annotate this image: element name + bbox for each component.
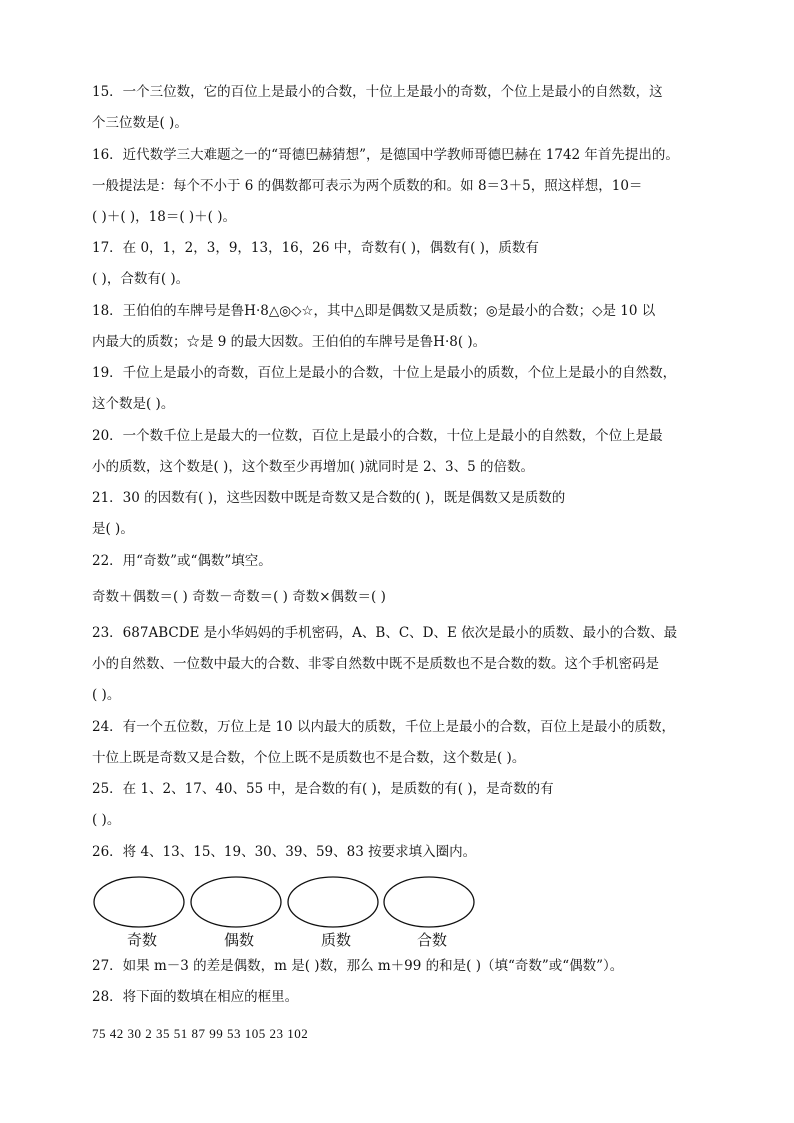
oval-label-composite: 合数 bbox=[416, 931, 447, 949]
q23-line-2: 小的自然数、一位数中最大的合数、非零自然数中既不是质数也不是合数的数。这个手机密码是 bbox=[92, 656, 659, 672]
q16-line-2: 一般提法是：每个不小于 6 的偶数都可表示为两个质数的和。如 8＝3＋5，照这样想，10＝ bbox=[92, 178, 643, 194]
q25-line-1: 25．在 1、2、17、40、55 中，是合数的有( )，是质数的有( )，是奇数的有 bbox=[92, 781, 554, 797]
q18-line-1: 18．王伯伯的车牌号是鲁H·8△◎◇☆，其中△即是偶数又是质数；◎是最小的合数；◇是 10 以 bbox=[92, 303, 656, 319]
q20-line-1: 20．一个数千位上是最大的一位数，百位上是最小的合数，十位上是最小的自然数，个位上是最 bbox=[92, 428, 663, 444]
q18-line-2: 内最大的质数；☆是 9 的最大因数。王伯伯的车牌号是鲁H·8( )。 bbox=[92, 334, 487, 350]
oval-odd bbox=[94, 877, 184, 927]
q28-line-1: 28．将下面的数填在相应的框里。 bbox=[92, 989, 299, 1005]
q15-line-1: 15．一个三位数，它的百位上是最小的合数，十位上是最小的奇数，个位上是最小的自然数，这 bbox=[92, 84, 663, 100]
q20-line-2: 小的质数，这个数是( )，这个数至少再增加( )就同时是 2、3、5 的倍数。 bbox=[92, 459, 534, 475]
q22-line-1: 22．用“奇数”或“偶数”填空。 bbox=[92, 553, 272, 569]
q23-line-3: ( )。 bbox=[92, 687, 121, 703]
oval-prime bbox=[288, 877, 378, 927]
q26-line-1: 26．将 4、13、15、19、30、39、59、83 按要求填入圈内。 bbox=[92, 844, 477, 860]
oval-label-odd: 奇数 bbox=[126, 931, 157, 949]
q16-line-3: ( )＋( )，18＝( )＋( )。 bbox=[92, 209, 236, 225]
oval-composite bbox=[384, 877, 474, 927]
q25-line-2: ( )。 bbox=[92, 812, 121, 828]
q21-line-1: 21．30 的因数有( )，这些因数中既是奇数又是合数的( )，既是偶数又是质数的 bbox=[92, 490, 566, 506]
q19-line-1: 19．千位上是最小的奇数，百位上是最小的合数，十位上是最小的质数，个位上是最小的自然数， bbox=[92, 365, 677, 381]
oval-label-even: 偶数 bbox=[223, 931, 254, 949]
q23-line-1: 23．687ABCDE 是小华妈妈的手机密码，A、B、C、D、E 依次是最小的质数、最小的合数、最 bbox=[92, 625, 678, 641]
q17-line-1: 17．在 0，1，2，3，9，13，16，26 中，奇数有( )，偶数有( )，质数有 bbox=[92, 240, 539, 256]
q17-line-2: ( )，合数有( )。 bbox=[92, 271, 190, 287]
q27-line-1: 27．如果 m－3 的差是偶数，m 是( )数，那么 m＋99 的和是( )（填“奇数”或“偶数”）。 bbox=[92, 958, 624, 974]
q19-line-2: 这个数是( )。 bbox=[92, 396, 175, 412]
q15-line-2: 个三位数是( )。 bbox=[92, 115, 188, 131]
q22-blanks: 奇数＋偶数＝( ) 奇数－奇数＝( ) 奇数×偶数＝( ) bbox=[92, 589, 386, 605]
q24-line-2: 十位上既是奇数又是合数，个位上既不是质数也不是合数，这个数是( )。 bbox=[92, 750, 526, 766]
q16-line-1: 16．近代数学三大难题之一的“哥德巴赫猜想”，是德国中学教师哥德巴赫在 1742 年首先提出的。 bbox=[92, 147, 679, 163]
q21-line-2: 是( )。 bbox=[92, 521, 134, 537]
oval-label-prime: 质数 bbox=[320, 931, 351, 949]
oval-even bbox=[191, 877, 281, 927]
q28-numbers: 75 42 30 2 35 51 87 99 53 105 23 102 bbox=[92, 1026, 309, 1041]
q24-line-1: 24．有一个五位数，万位上是 10 以内最大的质数，千位上是最小的合数，百位上是最小的质数， bbox=[92, 719, 675, 735]
